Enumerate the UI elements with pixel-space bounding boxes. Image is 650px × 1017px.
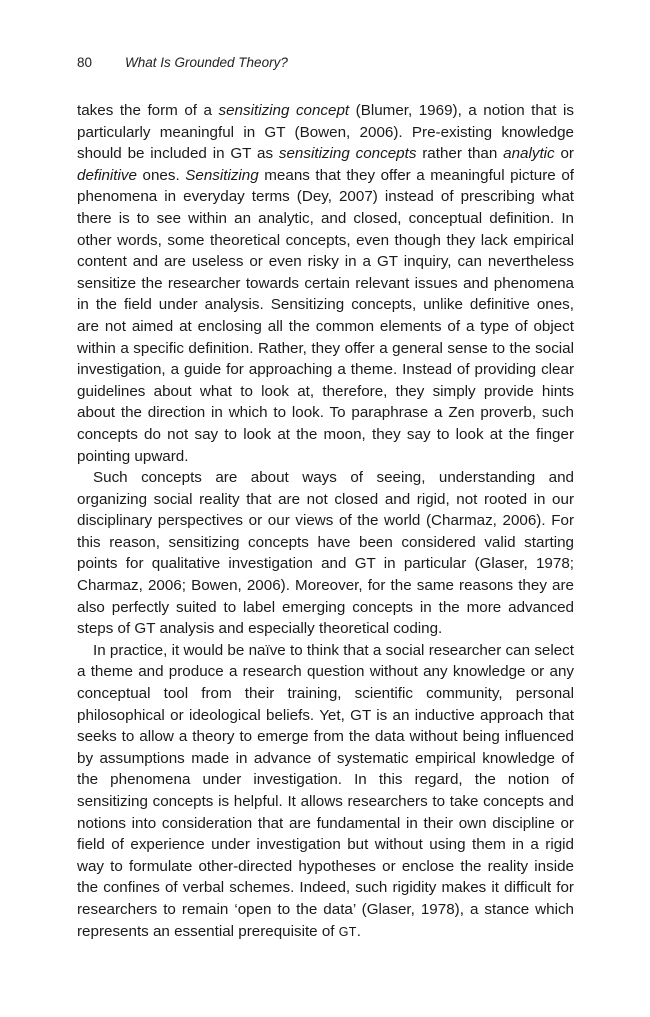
page-number: 80 <box>77 55 93 70</box>
paragraph-1 <box>77 100 574 467</box>
text-run: ones. <box>136 166 186 184</box>
running-title: What Is Grounded Theory? <box>125 55 288 70</box>
text-run: takes the form of a <box>77 102 219 119</box>
paragraph-3 <box>77 640 574 943</box>
italic-term: sensitizing concepts <box>278 145 417 163</box>
paragraph-2: Such concepts are about ways of seeing, understanding and organizing social reality that are not closed and rigid, not rooted in our disciplinary perspectives or our views of the world (Charmaz, 2006). For this reason, sensitizing concepts have been considered valid starting points for qualitative investigation and GT in particular (Glaser, 1978; Charmaz, 2006; Bowen, 2006). Moreover, for the same reasons they are also perfectly suited to label emerging concepts in the more advanced steps of GT analysis and especially theoretical coding. <box>77 469 574 638</box>
text-run: (Blumer, 1969), a notion that is particularly meaningful in GT (Bowen, 2006). Pre-existing knowledge should be included in GT as <box>77 102 574 163</box>
small-caps-abbrev: GT <box>338 924 357 939</box>
text-run: . <box>356 922 361 940</box>
italic-term: Sensitizing <box>185 166 259 184</box>
text-run: In practice, it would be naïve to think that a social researcher can select a theme and produce a research question without any knowledge or any conceptual tool from their training, scientific community, personal philosophical or ideological beliefs. Yet, GT is an inductive approach that seeks to allow a theory to emerge from the data without being influenced by assumptions made in advance of systematic empirical knowledge of the phenomena under investigation. In this regard, the notion of sensitizing concepts is helpful. It allows researchers to take concepts and notions into consideration that are fundamental in their own discipline or field of experience under investigation but without using them in a rigid way to formulate other-directed hypotheses or enclose the reality inside the confines of verbal schemes. Indeed, such rigidity makes it difficult for researchers to remain ‘open to the data’ (Glaser, 1978), a stance which represents an essential prerequisite of <box>77 641 574 940</box>
text-run: rather than <box>416 145 504 163</box>
running-head <box>77 55 288 70</box>
italic-term: sensitizing concept <box>218 102 350 119</box>
body-text <box>77 100 574 943</box>
text-run: or <box>554 145 574 163</box>
italic-term: analytic <box>503 145 555 163</box>
text-run: means that they offer a meaningful picture of phenomena in everyday terms (Dey, 2007) instead of prescribing what there is to see within an analytic, and closed, conceptual definition. In other words, some theoretical concepts, even though they lack empirical content and are useless or even risky in a GT inquiry, can nevertheless sensitize the researcher towards certain relevant issues and phenomena in the field under analysis. Sensitizing concepts, unlike definitive ones, are not aimed at enclosing all the common elements of a type of object within a specific definition. Rather, they offer a general sense to the social investigation, a guide for approaching a theme. Instead of providing clear guidelines about what to look at, therefore, they simply provide hints about the direction in which to look. To paraphrase a Zen proverb, such concepts do not say to look at the moon, they say to look at the finger pointing upward. <box>77 166 574 465</box>
italic-term: definitive <box>77 166 137 184</box>
